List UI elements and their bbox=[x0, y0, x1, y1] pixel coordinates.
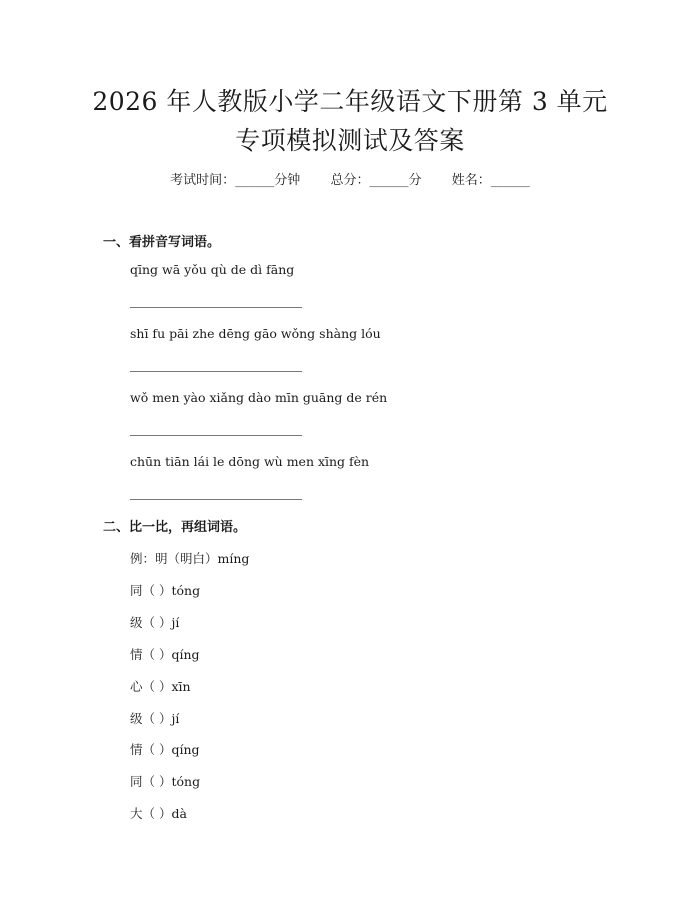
word-item: 心（ ）xīn bbox=[130, 679, 191, 694]
word-item: 情（ ）qíng bbox=[130, 742, 200, 757]
word-item: 同（ ）tóng bbox=[130, 583, 201, 598]
time-label: 考试时间： bbox=[170, 173, 236, 188]
score-blank: ______ bbox=[369, 173, 409, 188]
answer-blank bbox=[130, 371, 302, 372]
pinyin-line: chūn tiān lái le dōng wù men xīng fèn bbox=[130, 454, 370, 469]
pinyin-line: wǒ men yào xiǎng dào mīn guāng de rén bbox=[130, 390, 388, 405]
name-label: 姓名： bbox=[451, 173, 491, 188]
pinyin-line: shī fu pāi zhe dēng gāo wǒng shàng lóu bbox=[130, 326, 381, 341]
score-unit: 分 bbox=[408, 173, 422, 188]
section-2-heading: 二、比一比，再组词语。 bbox=[103, 520, 247, 535]
exam-info bbox=[0, 169, 700, 188]
word-item: 大（ ）dà bbox=[130, 806, 187, 821]
answer-blank bbox=[130, 307, 302, 308]
time-blank: ______ bbox=[235, 173, 275, 188]
section-1-heading: 一、看拼音写词语。 bbox=[103, 235, 221, 250]
score-label: 总分： bbox=[330, 173, 370, 188]
answer-blank bbox=[130, 435, 302, 436]
pinyin-line: qīng wā yǒu qù de dì fāng bbox=[130, 262, 295, 277]
word-item: 情（ ）qíng bbox=[130, 647, 200, 662]
time-unit: 分钟 bbox=[274, 173, 301, 188]
answer-blank bbox=[130, 499, 302, 500]
title-line-2: 专项模拟测试及答案 bbox=[235, 126, 465, 155]
word-item: 级（ ）jí bbox=[130, 711, 180, 726]
word-item: 级（ ）jí bbox=[130, 615, 180, 630]
word-item: 同（ ）tóng bbox=[130, 774, 201, 789]
name-blank: ______ bbox=[490, 173, 530, 188]
example-line: 例：明（明白）míng bbox=[130, 551, 250, 566]
title-line-1: 2026 年人教版小学二年级语文下册第 3 单元 bbox=[92, 87, 608, 116]
